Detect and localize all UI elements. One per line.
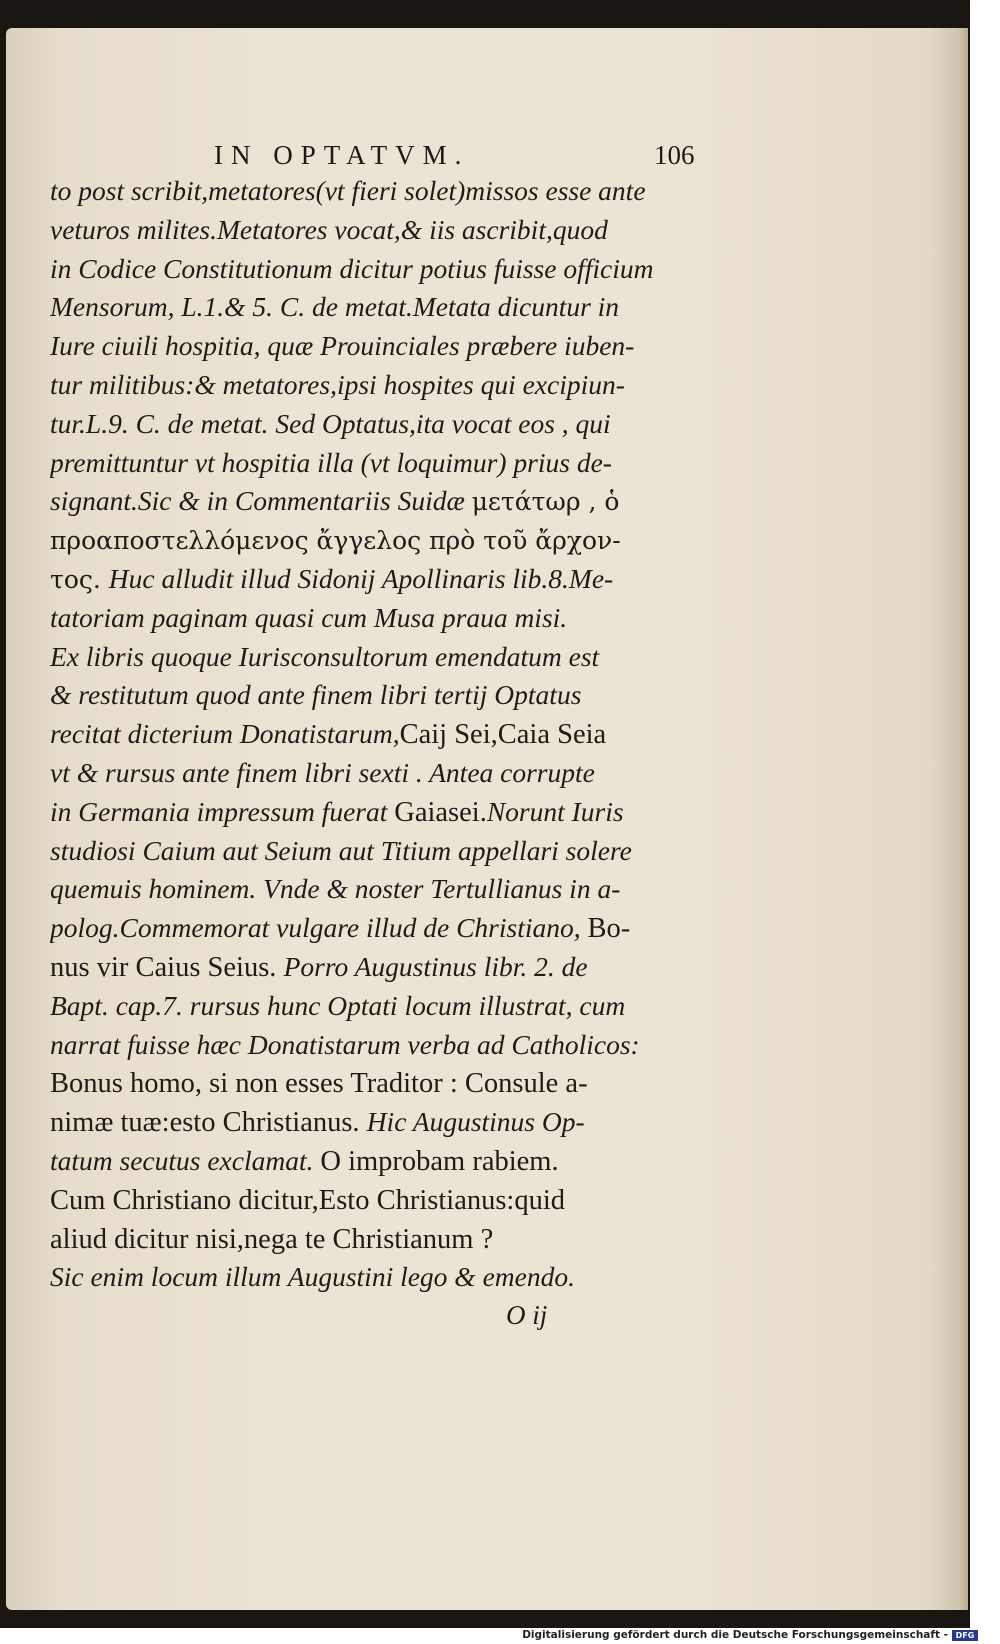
text-segment: vt & rursus ante finem libri sexti . Antea corrupte <box>50 756 595 788</box>
text-segment: narrat fuisse hæc Donatistarum verba ad Catholicos: <box>50 1028 640 1060</box>
text-segment: O improbam rabiem. <box>320 1145 559 1177</box>
text-segment: Bo- <box>587 913 631 945</box>
text-segment: quemuis hominem. Vnde & noster Tertullianus in a- <box>50 873 621 905</box>
text-line <box>50 1220 710 1259</box>
text-segment: premittuntur vt hospitia illa (vt loquimur) prius de- <box>50 446 612 478</box>
text-segment: recitat dicterium Donatistarum, <box>50 718 400 750</box>
text-segment: Bapt. cap.7. rursus hunc Optati locum illustrat, cum <box>50 989 626 1021</box>
folio-number: 106 <box>654 140 695 170</box>
text-segment: in Codice Constitutionum dicitur potius fuisse officium <box>50 252 654 284</box>
text-segment: προαποστελλόμενος ἄγγελος πρὸ τοῦ ἄρχον- <box>50 526 621 556</box>
text-segment: veturos milites.Metatores vocat,& iis ascribit,quod <box>50 213 608 245</box>
text-line <box>50 638 710 677</box>
text-segment: aliud dicitur nisi,nega te Christianum ? <box>50 1223 494 1255</box>
text-line <box>50 1026 710 1065</box>
text-segment: polog.Commemorat vulgare illud de Christiano, <box>50 912 588 944</box>
text-segment: studiosi Caium aut Seium aut Titium appellari solere <box>50 834 632 866</box>
text-segment: tur militibus:& metatores,ipsi hospites qui excipiun- <box>50 368 625 400</box>
footer-credit: Digitalisierung gefördert durch die Deutsche Forschungsgemeinschaft - <box>522 1629 948 1641</box>
text-segment: Gaiasei. <box>394 796 487 828</box>
text-segment: Huc alludit illud Sidonij Apollinaris lib.8.Me- <box>108 562 614 594</box>
text-segment: Mensorum, L.1.& 5. C. de metat.Metata dicuntur in <box>50 291 620 323</box>
text-segment: nus vir Caius Seius. <box>50 951 284 983</box>
text-segment: tatum secutus exclamat. <box>50 1144 321 1176</box>
text-line <box>50 288 710 327</box>
text-line <box>50 832 710 871</box>
text-line <box>50 521 710 560</box>
text-line <box>50 676 710 715</box>
text-segment: & restitutum quod ante finem libri tertij Optatus <box>50 679 582 711</box>
text-block <box>50 172 710 1297</box>
text-line <box>50 1064 710 1103</box>
text-line <box>50 405 710 444</box>
text-line <box>50 482 710 521</box>
text-line <box>50 1103 710 1142</box>
text-segment: to post scribit,metatores(vt fieri solet)missos esse ante <box>50 175 646 206</box>
text-segment: Norunt Iuris <box>486 795 624 827</box>
text-line <box>50 599 710 638</box>
text-segment: Caij Sei,Caia Seia <box>399 719 607 751</box>
text-line <box>50 560 710 599</box>
text-line <box>50 870 710 909</box>
text-line <box>50 366 710 405</box>
dfg-logo: DFG <box>952 1630 978 1641</box>
text-segment: tatoriam paginam quasi cum Musa praua misi. <box>50 601 568 633</box>
text-segment: Iure ciuili hospitia, quæ Prouinciales præbere iuben- <box>50 330 635 362</box>
text-segment: in Germania impressum fuerat <box>50 795 395 827</box>
text-segment: nimæ tuæ:esto Christianus. <box>50 1107 367 1139</box>
text-segment: Ex libris quoque Iurisconsultorum emendatum est <box>50 640 600 672</box>
text-line <box>50 211 710 250</box>
text-line <box>50 327 710 366</box>
book-page <box>6 28 968 1610</box>
text-segment: Cum Christiano dicitur,Esto Christianus:quid <box>50 1184 566 1216</box>
text-segment: tur.L.9. C. de metat. Sed Optatus,ita vocat eos , qui <box>50 407 611 439</box>
text-segment: Porro Augustinus libr. 2. de <box>283 950 588 982</box>
footer-bar <box>0 1628 1000 1644</box>
text-line <box>50 1181 710 1220</box>
text-line <box>50 754 710 793</box>
text-line <box>50 172 710 211</box>
text-line <box>50 909 710 948</box>
text-line <box>50 987 710 1026</box>
text-line <box>50 250 710 289</box>
signature-mark: O ij <box>506 1300 548 1330</box>
page-edge <box>958 28 968 1610</box>
text-line <box>50 444 710 483</box>
text-segment: Hic Augustinus Op- <box>366 1106 585 1138</box>
text-line <box>50 1142 710 1181</box>
running-title: IN OPTATVM. <box>214 140 470 170</box>
text-segment: Sic enim locum illum Augustini lego & emendo. <box>50 1261 575 1293</box>
text-line <box>50 948 710 987</box>
text-segment: μετάτωρ , ὁ <box>471 487 620 517</box>
text-segment: signant.Sic & in Commentariis Suidæ <box>50 485 472 517</box>
text-segment: Bonus homo, si non esses Traditor : Consule a- <box>50 1068 588 1100</box>
text-line <box>50 793 710 832</box>
text-line <box>50 1258 710 1297</box>
text-segment: τος. <box>50 564 109 594</box>
text-line <box>50 715 710 754</box>
